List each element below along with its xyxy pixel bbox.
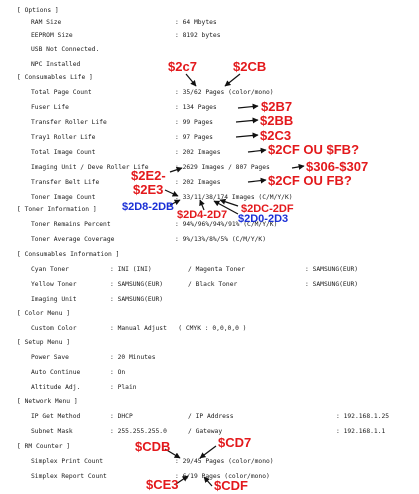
arrow-b7: [238, 106, 258, 108]
arrow-cb: [225, 74, 240, 86]
transfer-belt-life-value: : 202 Images: [175, 179, 221, 186]
arrow-cf-fb: [248, 150, 266, 152]
cyan-toner-label: Cyan Toner: [31, 266, 69, 273]
imaging-unit-life-label: Imaging Unit / Deve Roller Life: [31, 164, 149, 171]
toner-information-header: [ Toner Information ]: [17, 206, 97, 213]
tray1-roller-life-value: : 97 Pages: [175, 134, 213, 141]
consumables-life-header: [ Consumables Life ]: [17, 74, 93, 81]
imaging-unit-label: Imaging Unit: [31, 296, 77, 303]
arrow-306: [292, 166, 304, 168]
arrow-cf-fb2: [248, 180, 266, 182]
transfer-roller-life-label: Transfer Roller Life: [31, 119, 107, 126]
yellow-toner-value: : SAMSUNG(EUR): [110, 281, 164, 288]
altitude-adj-value: : Plain: [110, 384, 137, 391]
custom-color-label: Custom Color: [31, 325, 77, 332]
black-toner-label: / Black Toner: [188, 281, 238, 288]
consumables-information-header: [ Consumables Information ]: [17, 251, 120, 258]
ram-size-value: : 64 Mbytes: [175, 19, 217, 26]
simplex-report-count-value: : 6/19 Pages (color/mono): [175, 473, 270, 480]
eeprom-size-label: EEPROM Size: [31, 32, 73, 39]
magenta-toner-value: : SAMSUNG(EUR): [305, 266, 359, 273]
transfer-roller-life-value: : 99 Pages: [175, 119, 213, 126]
usb-status: USB Not Connected.: [31, 46, 100, 53]
annotation-306-307: $306-$307: [306, 159, 369, 174]
toner-average-coverage-value: : 9%/13%/8%/5% (C/M/Y/K): [175, 236, 266, 243]
arrow-c7: [186, 74, 196, 86]
fuser-life-value: : 134 Pages: [175, 104, 217, 111]
annotation-cdf: $CDF: [214, 478, 248, 493]
rm-counter-header: [ RM Counter ]: [17, 443, 71, 450]
ip-address-label: / IP Address: [188, 413, 234, 420]
annotation-2d0-2d3: $2D0-2D3: [238, 213, 289, 225]
annotation-cdb: $CDB: [135, 439, 171, 454]
imaging-unit-life-value: : 2629 Images / 807 Pages: [175, 164, 270, 171]
annotation-2e3: $2E3: [133, 182, 164, 197]
tray1-roller-life-label: Tray1 Roller Life: [31, 134, 96, 141]
color-menu-header: [ Color Menu ]: [17, 310, 71, 317]
annotation-cd7: $CD7: [218, 435, 252, 450]
ram-size-label: RAM Size: [31, 19, 62, 26]
annotation-2cb: $2CB: [233, 59, 267, 74]
fuser-life-label: Fuser Life: [31, 104, 69, 111]
toner-remains-percent-label: Toner Remains Percent: [31, 221, 111, 228]
annotation-2cf-ou-fb-2: $2CF OU FB?: [268, 173, 352, 188]
annotation-2c3: $2C3: [260, 128, 292, 143]
annotation-2cf-ou-fb: $2CF OU $FB?: [268, 142, 360, 157]
annotation-2b7: $2B7: [261, 99, 293, 114]
annotation-2dc-2df: $2DC-2DF: [241, 203, 294, 215]
eeprom-size-value: : 8192 bytes: [175, 32, 221, 39]
imaging-unit-value: : SAMSUNG(EUR): [110, 296, 164, 303]
simplex-report-count-label: Simplex Report Count: [31, 473, 107, 480]
annotation-2bb: $2BB: [260, 113, 294, 128]
total-image-count-value: : 202 Images: [175, 149, 221, 156]
network-menu-header: [ Network Menu ]: [17, 398, 78, 405]
annotation-2c7: $2c7: [168, 59, 197, 74]
auto-continue-label: Auto Continue: [31, 369, 81, 376]
gateway-label: / Gateway: [188, 428, 223, 435]
magenta-toner-label: / Magenta Toner: [188, 266, 245, 273]
transfer-belt-life-label: Transfer Belt Life: [31, 179, 100, 186]
subnet-mask-label: Subnet Mask: [31, 428, 73, 435]
custom-color-value: : Manual Adjust ( CMYK : 0,0,0,0 ): [110, 325, 247, 332]
ip-address-value: : 192.168.1.25: [336, 413, 390, 420]
power-save-value: : 20 Minutes: [110, 354, 156, 361]
total-page-count-value: : 35/62 Pages (color/mono): [175, 89, 274, 96]
power-save-label: Power Save: [31, 354, 69, 361]
ip-get-method-value: : DHCP: [110, 413, 133, 420]
arrow-c3: [236, 135, 258, 137]
simplex-print-count-value: : 29/45 Pages (color/mono): [175, 458, 274, 465]
setup-menu-header: [ Setup Menu ]: [17, 339, 71, 346]
total-page-count-label: Total Page Count: [31, 89, 92, 96]
auto-continue-value: : On: [110, 369, 126, 376]
annotation-2d4-2d7: $2D4-2D7: [177, 209, 228, 221]
toner-remains-percent-value: : 94%/96%/94%/91% (C/M/Y/K): [175, 221, 278, 228]
simplex-print-count-label: Simplex Print Count: [31, 458, 104, 465]
annotation-2e2: $2E2-: [131, 168, 166, 183]
annotation-2d8-2db: $2D8-2DB: [122, 201, 174, 213]
ip-get-method-label: IP Get Method: [31, 413, 81, 420]
cyan-toner-value: : INI (INI): [110, 266, 152, 273]
yellow-toner-label: Yellow Toner: [31, 281, 77, 288]
altitude-adj-label: Altitude Adj.: [31, 384, 81, 391]
toner-image-count-label: Toner Image Count: [31, 194, 96, 201]
black-toner-value: : SAMSUNG(EUR): [305, 281, 359, 288]
toner-average-coverage-label: Toner Average Coverage: [31, 236, 115, 243]
arrow-bb: [236, 120, 258, 122]
npc-status: NPC Installed: [31, 61, 81, 68]
gateway-value: : 192.168.1.1: [336, 428, 386, 435]
toner-image-count-value: : 33/11/38/174 Images (C/M/Y/K): [175, 194, 293, 201]
annotation-ce3: $CE3: [146, 477, 179, 492]
subnet-mask-value: : 255.255.255.0: [110, 428, 167, 435]
options-header: [ Options ]: [17, 7, 59, 14]
arrow-cd7: [200, 446, 216, 458]
total-image-count-label: Total Image Count: [31, 149, 96, 156]
